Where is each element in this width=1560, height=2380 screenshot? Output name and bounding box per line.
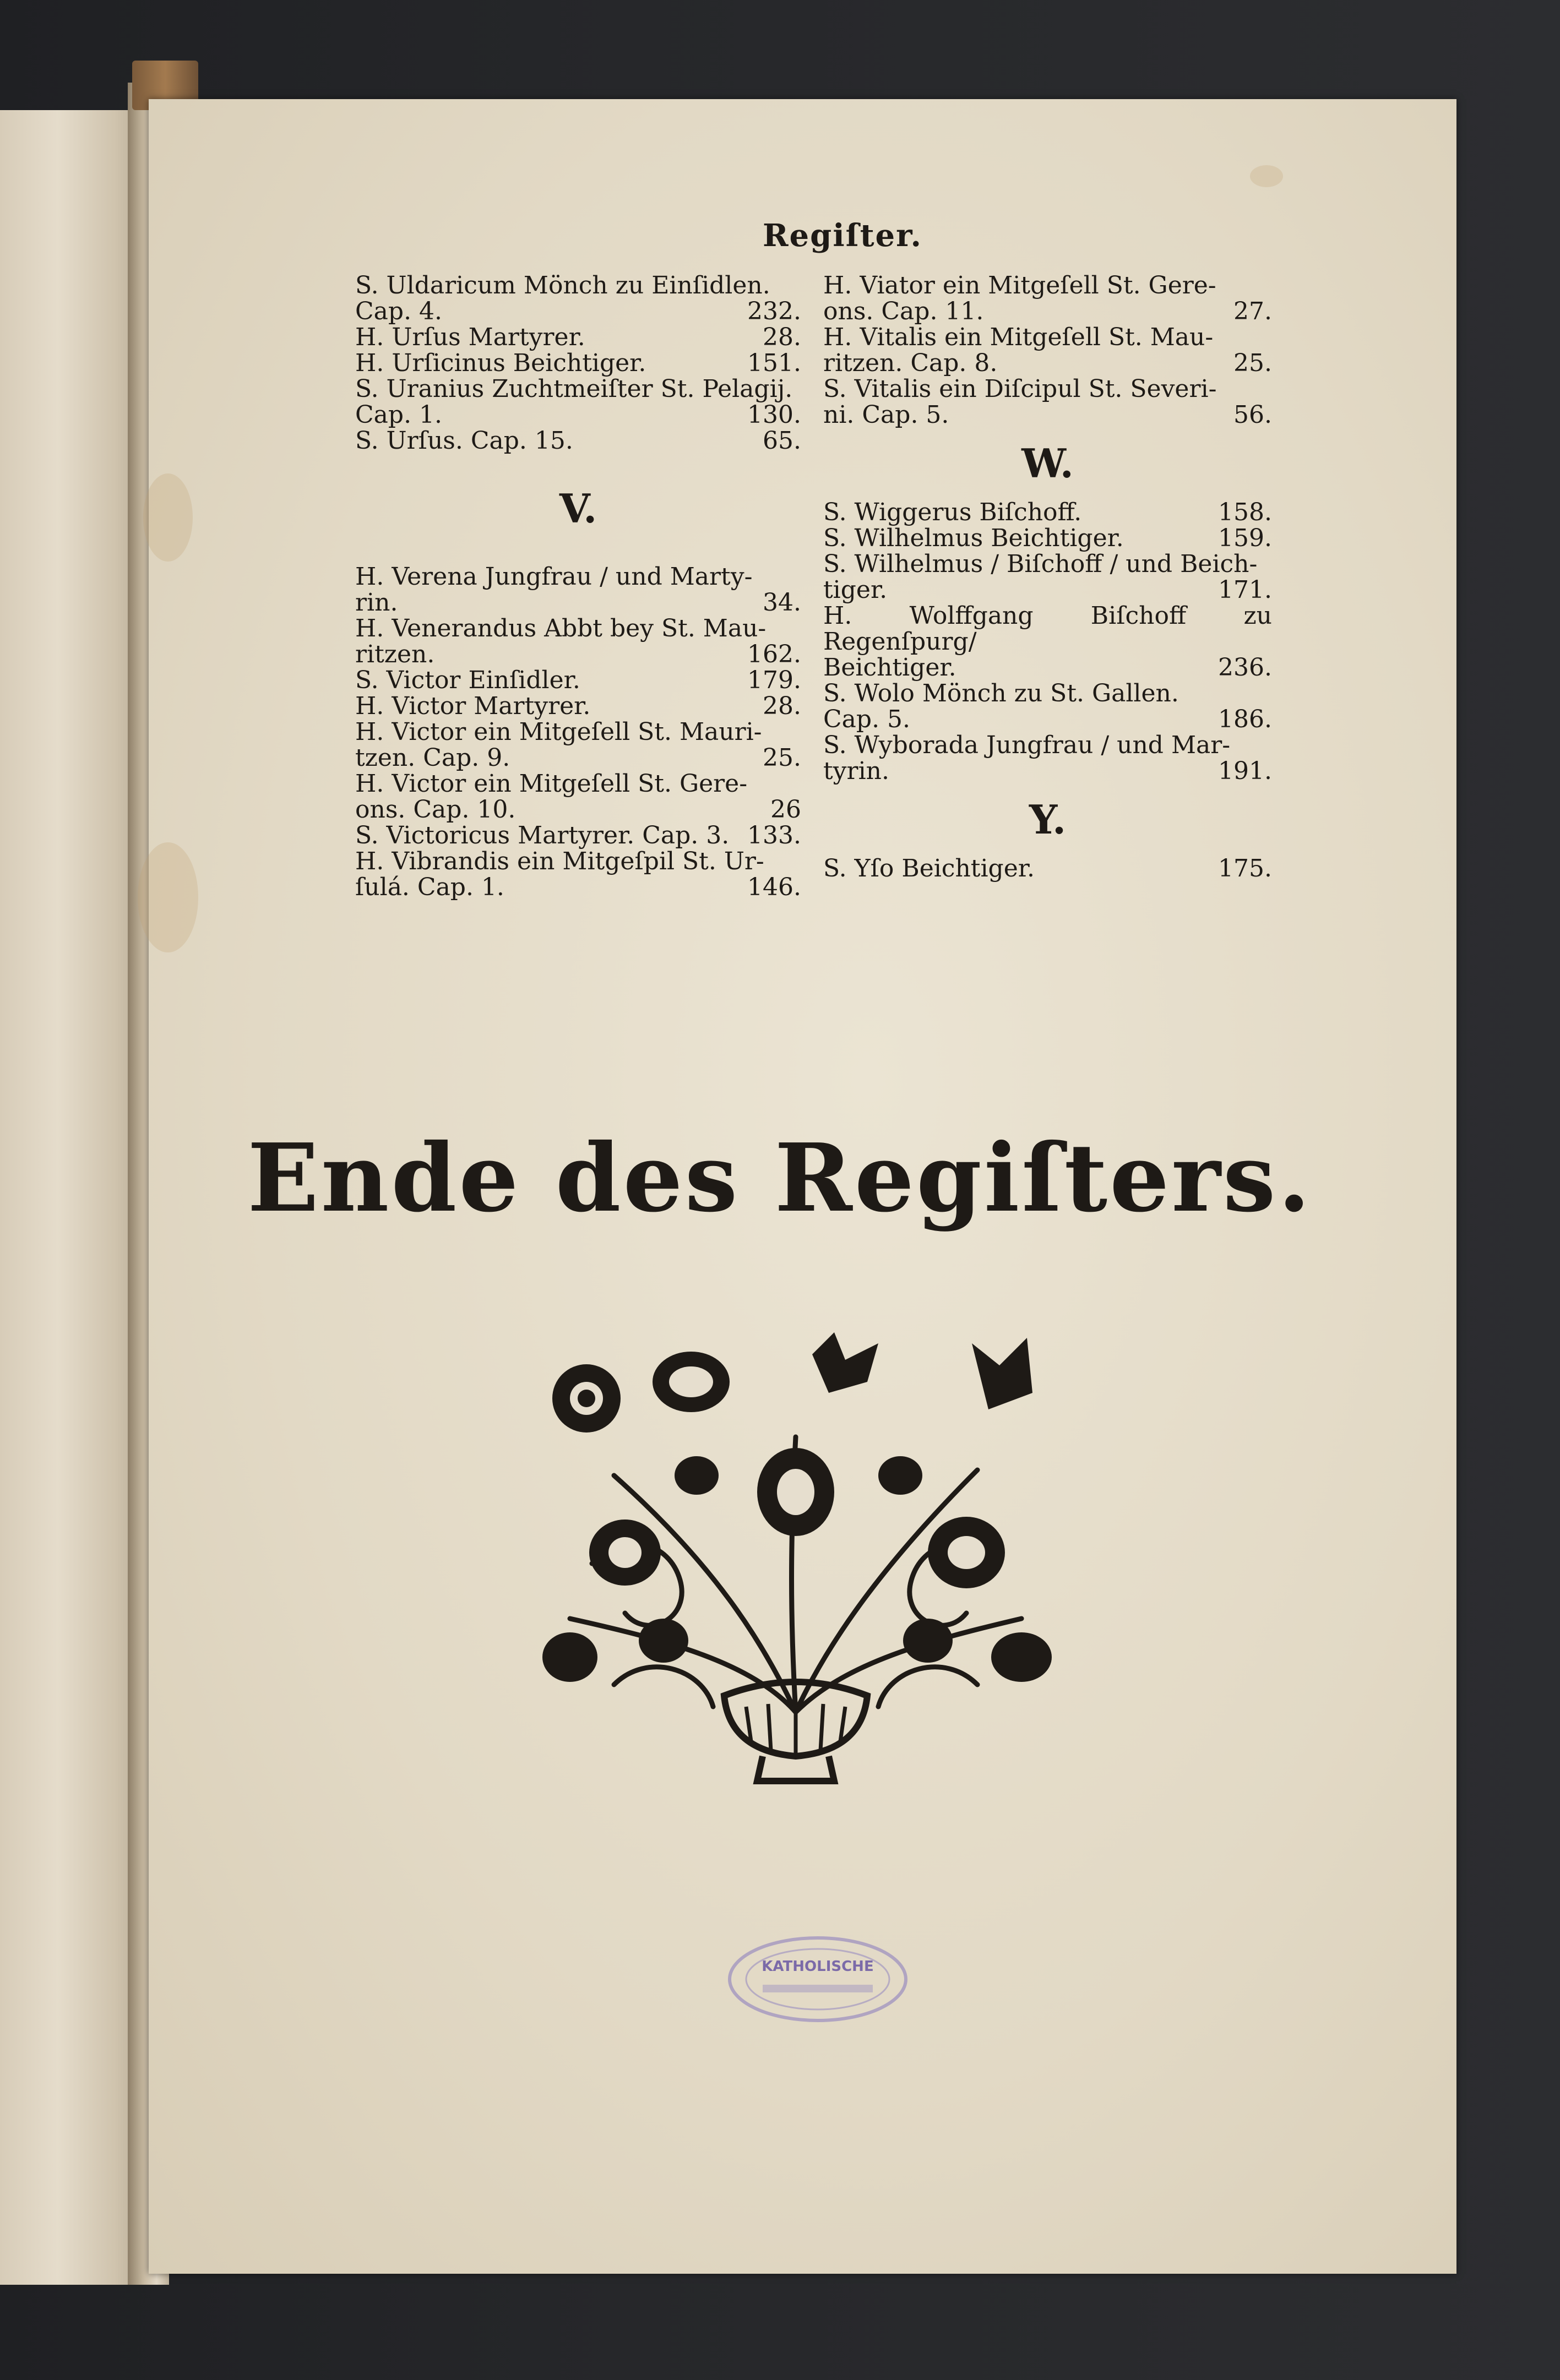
register-entry (823, 376, 1272, 428)
entry-name: H. Venerandus Abbt bey St. Mau- (355, 614, 767, 642)
entry-name: H. Verena Jungfrau / und Marty- (355, 563, 753, 591)
entry-name: H. Urſus Martyrer. (355, 323, 585, 351)
register-entry (823, 680, 1272, 732)
entry-page-number: 26 (770, 796, 801, 824)
entry-page-number: 175. (1218, 854, 1272, 883)
entry-name: H. Vitalis ein Mitgeſell St. Mau- (823, 323, 1214, 351)
entry-page-number: 25. (1233, 349, 1272, 377)
register-entry (823, 732, 1272, 784)
register-entry (355, 428, 801, 454)
register-entry (823, 603, 1272, 680)
entry-name: H. Victor Martyrer. (355, 692, 591, 720)
v-entries-continued (823, 273, 1272, 428)
entry-continuation: tiger. (823, 576, 888, 604)
entry-name: H. Viator ein Mitgeſell St. Gere- (823, 271, 1216, 299)
register-left-column (355, 273, 801, 900)
entry-name: S. Victor Einſidler. (355, 666, 580, 694)
entry-name: H. Urſicinus Beichtiger. (355, 349, 646, 377)
entry-continuation: Beichtiger. (823, 653, 956, 682)
entry-name: H. Victor ein Mitgeſell St. Mauri- (355, 718, 762, 746)
library-stamp (724, 1932, 911, 2026)
entry-name: S. Wiggerus Biſchoff. (823, 498, 1082, 526)
register-entry (355, 324, 801, 350)
entry-page-number: 179. (747, 666, 801, 694)
entry-name: S. Wilhelmus Beichtiger. (823, 524, 1124, 552)
entry-page-number: 236. (1218, 653, 1272, 682)
entry-page-number: 34. (763, 589, 801, 617)
flower-vase-vignette (504, 1332, 1088, 1789)
paper-stain (1250, 165, 1283, 187)
entry-continuation: rin. (355, 589, 398, 617)
register-entry (823, 273, 1272, 324)
paper-stain (138, 842, 198, 952)
register-entry (355, 564, 801, 616)
y-entries (823, 856, 1272, 881)
register-entry (823, 551, 1272, 603)
register-entry (355, 771, 801, 823)
entry-page-number: 146. (747, 873, 801, 901)
entry-page-number: 133. (747, 821, 801, 849)
entry-name: S. Wilhelmus / Biſchoff / und Beich- (823, 550, 1258, 578)
register-right-column (823, 273, 1272, 881)
entry-name: S. Uranius Zuchtmeiſter St. Pelagij. (355, 375, 793, 403)
entry-name: S. Victoricus Martyrer. Cap. 3. (355, 821, 730, 849)
register-entry (823, 856, 1272, 881)
entry-page-number: 162. (747, 640, 801, 668)
register-entry (355, 848, 801, 900)
entry-continuation: Cap. 4. (355, 297, 443, 325)
entry-name: S. Uldaricum Mönch zu Einſidlen. (355, 271, 770, 299)
register-entry (823, 324, 1272, 376)
entry-name: S. Vitalis ein Diſcipul St. Severi- (823, 375, 1217, 403)
entry-name: H. Vibrandis ein Mitgeſpil St. Ur- (355, 847, 764, 875)
entry-name: S. Urſus. Cap. 15. (355, 427, 573, 455)
stamp-text: KATHOLISCHE (762, 1958, 874, 1975)
entry-continuation: tzen. Cap. 9. (355, 744, 510, 772)
register-entry (823, 499, 1272, 525)
end-of-register-title: Ende des Regiſters. (247, 1123, 1313, 1233)
register-heading: Regiſter. (763, 217, 923, 254)
paper-stain (143, 473, 193, 562)
entry-name: H. Victor ein Mitgeſell St. Gere- (355, 770, 748, 798)
entry-page-number: 158. (1218, 498, 1272, 526)
entry-continuation: ſulá. Cap. 1. (355, 873, 504, 901)
entry-page-number: 191. (1218, 757, 1272, 785)
entry-continuation: ritzen. Cap. 8. (823, 349, 998, 377)
entry-continuation: ritzen. (355, 640, 435, 668)
v-entries (355, 564, 801, 900)
entry-continuation: ons. Cap. 11. (823, 297, 984, 325)
entry-page-number: 130. (747, 401, 801, 429)
entry-page-number: 27. (1233, 297, 1272, 325)
section-letter-y: Y. (1029, 796, 1067, 843)
entry-continuation: Cap. 1. (355, 401, 443, 429)
u-entries (355, 273, 801, 454)
entry-page-number: 232. (747, 297, 801, 325)
entry-page-number: 65. (763, 427, 801, 455)
entry-name: S. Yſo Beichtiger. (823, 854, 1035, 883)
entry-continuation: ons. Cap. 10. (355, 796, 516, 824)
entry-name: S. Wolo Mönch zu St. Gallen. (823, 679, 1179, 707)
entry-continuation: tyrin. (823, 757, 889, 785)
entry-page-number: 186. (1218, 705, 1272, 733)
register-entry (355, 693, 801, 719)
entry-continuation: Cap. 5. (823, 705, 911, 733)
w-entries (823, 499, 1272, 784)
entry-continuation: ni. Cap. 5. (823, 401, 949, 429)
entry-page-number: 159. (1218, 524, 1272, 552)
entry-page-number: 171. (1218, 576, 1272, 604)
entry-name: H. Wolffgang Biſchoff zu Regenſpurg/ (823, 602, 1272, 656)
entry-name: S. Wyborada Jungfrau / und Mar- (823, 731, 1231, 759)
register-entry (823, 525, 1272, 551)
register-entry (355, 719, 801, 771)
register-entry (355, 273, 801, 324)
register-entry (355, 616, 801, 667)
section-letter-w: W. (1021, 440, 1074, 487)
entry-page-number: 56. (1233, 401, 1272, 429)
register-entry (355, 823, 801, 848)
register-entry (355, 376, 801, 428)
entry-page-number: 151. (747, 349, 801, 377)
register-entry (355, 350, 801, 376)
entry-page-number: 25. (763, 744, 801, 772)
entry-page-number: 28. (763, 692, 801, 720)
section-letter-v: V. (559, 485, 597, 532)
register-entry (355, 667, 801, 693)
entry-page-number: 28. (763, 323, 801, 351)
